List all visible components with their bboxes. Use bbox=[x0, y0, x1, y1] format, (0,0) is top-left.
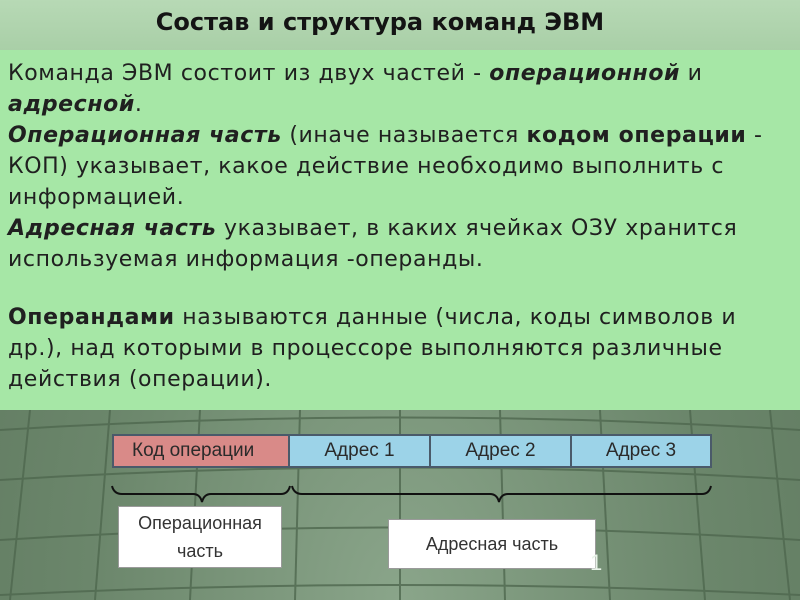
paragraph-operational-part: Операционная часть (иначе называется кодом операции - КОП) указывает, какое действие необходимо выполнить с информацией. bbox=[8, 123, 763, 210]
paragraph-operands: Операндами называются данные (числа, коды символов и др.), над которыми в процессоре выполняются различные действия (операции). bbox=[8, 305, 737, 392]
cell-address-3: Адрес 3 bbox=[570, 434, 712, 468]
address-brace bbox=[292, 486, 711, 502]
paragraph-address-part: Адресная часть указывает, в каких ячейках ОЗУ хранится используемая информация -операнды. bbox=[8, 216, 738, 272]
operational-brace bbox=[112, 486, 290, 502]
term-operands: Операндами bbox=[8, 305, 175, 330]
cell-operation-code: Код операции bbox=[112, 434, 290, 468]
slide-title: Состав и структура команд ЭВМ bbox=[155, 8, 605, 36]
address-part-label: Адресная часть bbox=[388, 519, 596, 569]
operational-part-label: Операционная часть bbox=[118, 506, 282, 568]
term-operational-part: Операционная часть bbox=[8, 123, 282, 148]
term-address-part: Адресная часть bbox=[8, 216, 217, 241]
cell-address-1: Адрес 1 bbox=[288, 434, 431, 468]
slide-number: 1 bbox=[590, 550, 603, 575]
term-operation-code: кодом операции bbox=[526, 123, 747, 148]
cell-address-2: Адрес 2 bbox=[429, 434, 572, 468]
paragraph-command-parts: Команда ЭВМ состоит из двух частей - операционной и адресной. bbox=[8, 61, 703, 117]
term-address: адресной bbox=[8, 92, 135, 117]
term-operational: операционной bbox=[489, 61, 681, 86]
